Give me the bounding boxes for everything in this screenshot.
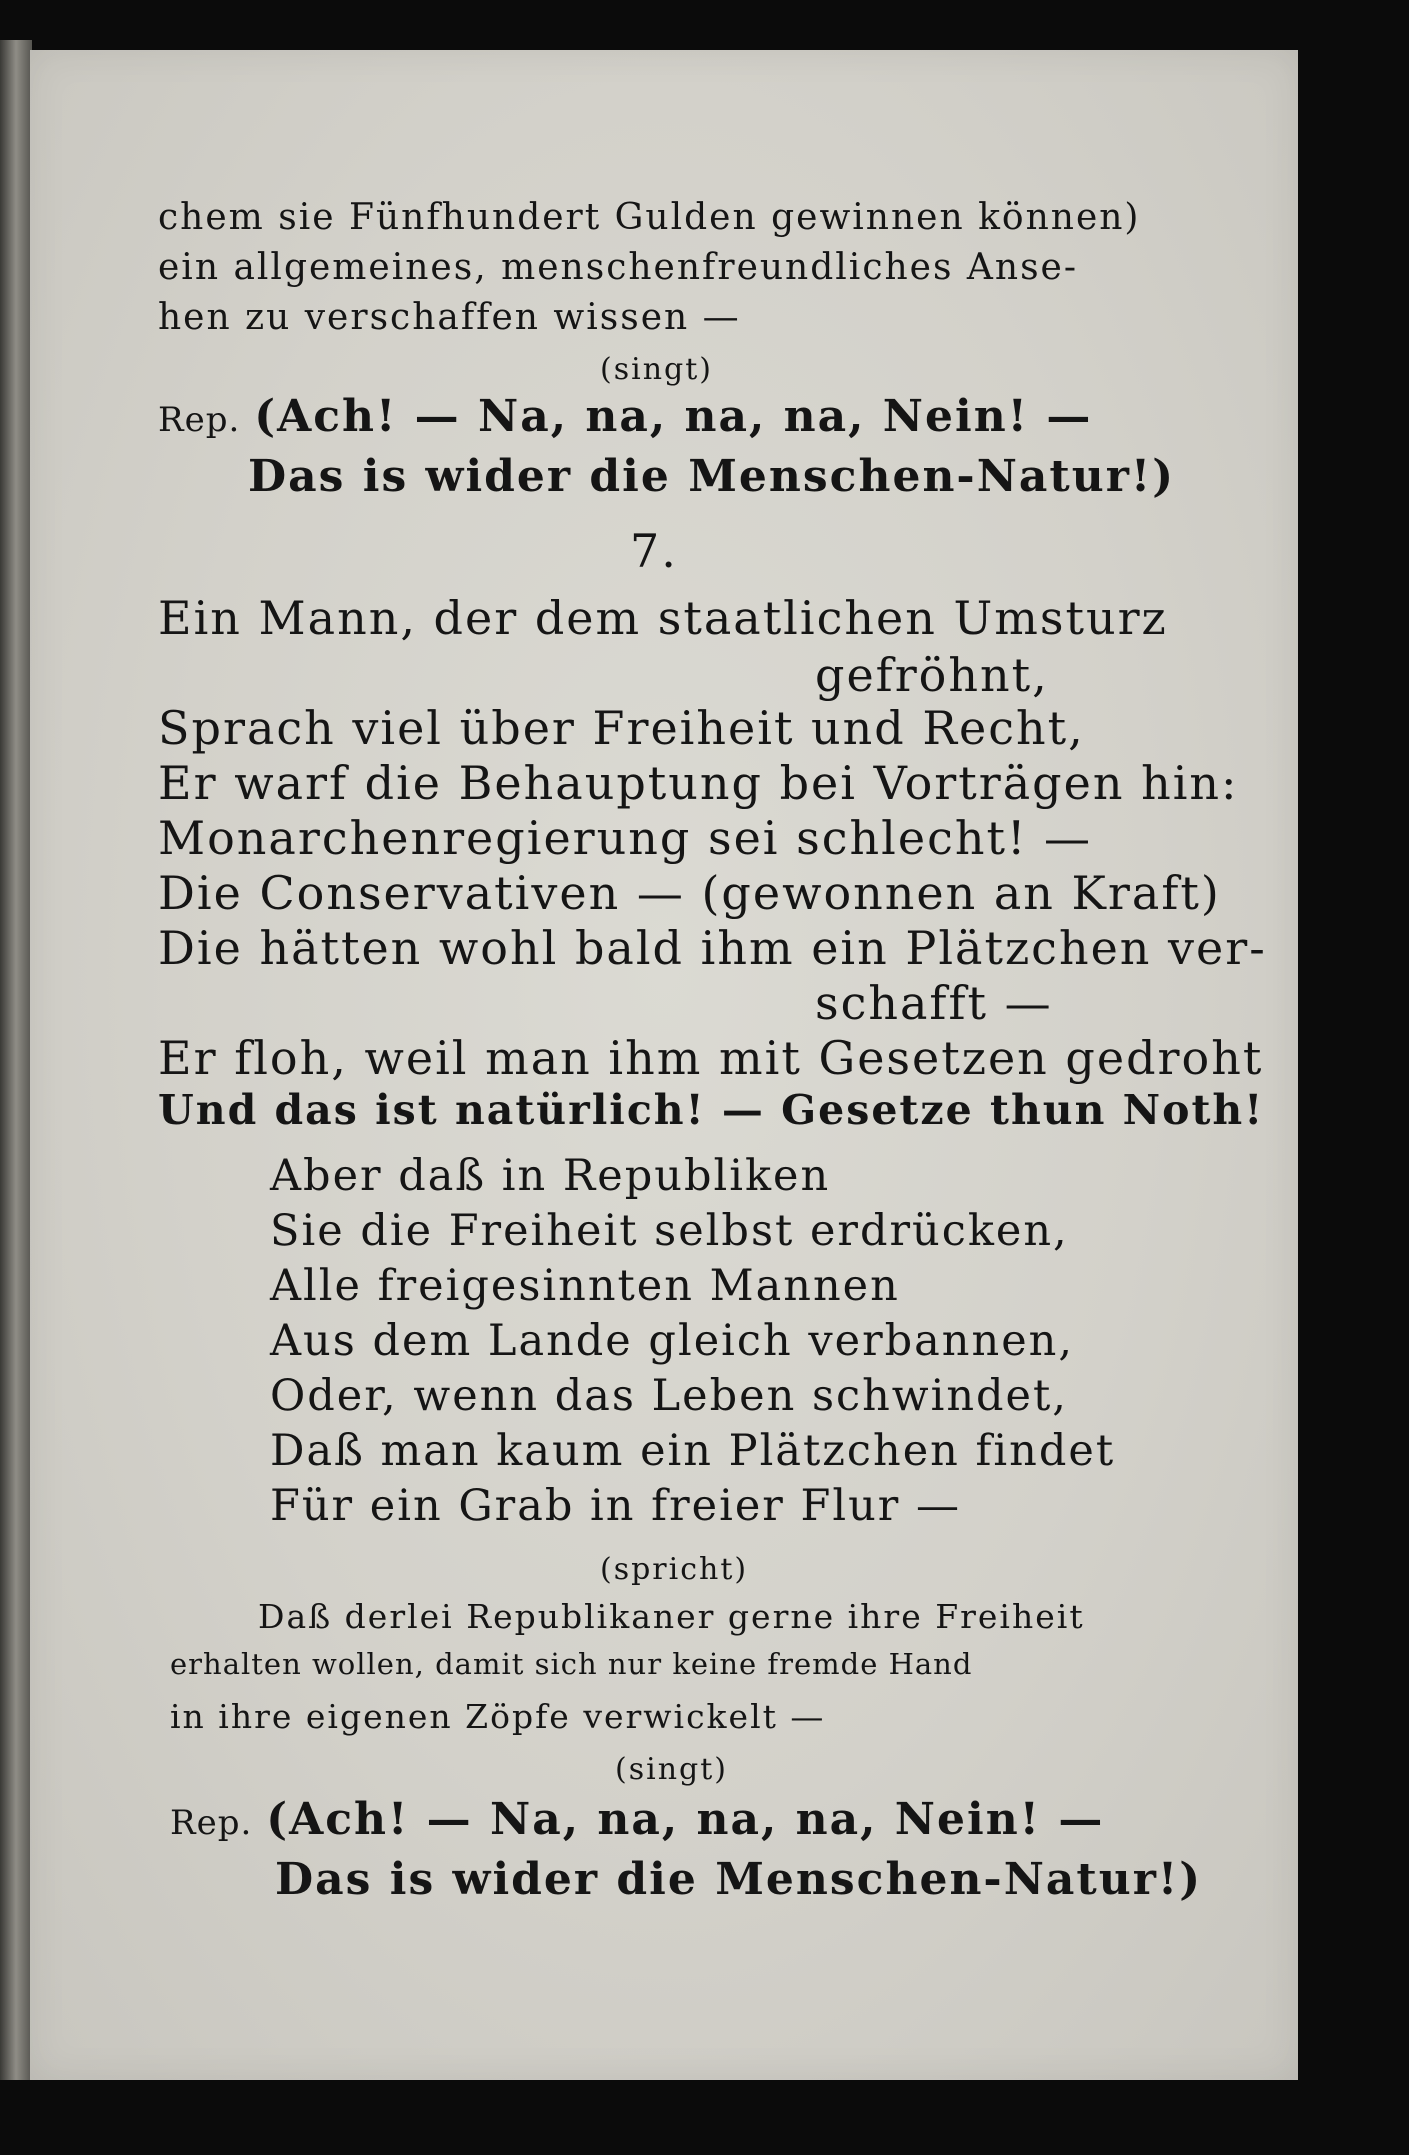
spoken-line-2: erhalten wollen, damit sich nur keine fremde Hand [170, 1647, 973, 1681]
verse-line-4: Monarchenregierung sei schlecht! — [158, 811, 1093, 865]
refrain2-line-1 [170, 1794, 1105, 1845]
verse-line-7: Er floh, weil man ihm mit Gesetzen gedroht [158, 1031, 1264, 1085]
refrain-line-1 [158, 391, 1093, 442]
verse-line-8: Und das ist natürlich! — Gesetze thun Noth! [158, 1086, 1265, 1134]
verse-indented-line-5: Oder, wenn das Leben schwindet, [270, 1371, 1068, 1421]
stage-direction-singt-2: (singt) [615, 1752, 728, 1787]
verse-line-6-cont: schafft — [815, 976, 1053, 1030]
verse-line-5: Die Conservativen — (gewonnen an Kraft) [158, 866, 1221, 920]
prose-line-1: chem sie Fünfhundert Gulden gewinnen können) [158, 197, 1141, 238]
verse-indented-line-1: Aber daß in Republiken [270, 1151, 831, 1201]
verse-indented-line-6: Daß man kaum ein Plätzchen findet [270, 1426, 1116, 1476]
stage-direction-singt: (singt) [600, 352, 713, 387]
book-page [30, 50, 1298, 2080]
refrain2-line-2: Das is wider die Menschen-Natur!) [275, 1854, 1203, 1905]
verse-indented-line-7: Für ein Grab in freier Flur — [270, 1481, 962, 1531]
prose-line-3: hen zu verschaffen wissen — [158, 297, 741, 338]
verse-indented-line-2: Sie die Freiheit selbst erdrücken, [270, 1206, 1069, 1256]
refrain-line-2: Das is wider die Menschen-Natur!) [248, 451, 1176, 502]
verse-indented-line-4: Aus dem Lande gleich verbannen, [270, 1316, 1075, 1366]
refrain2-text: (Ach! — Na, na, na, na, Nein! — [266, 1794, 1105, 1845]
prose-line-2: ein allgemeines, menschenfreundliches Anse- [158, 247, 1079, 288]
refrain-text: (Ach! — Na, na, na, na, Nein! — [254, 391, 1093, 442]
speaker-label: Rep. [158, 400, 241, 440]
spoken-line-1: Daß derlei Republikaner gerne ihre Freiheit [258, 1597, 1085, 1636]
stage-direction-spricht: (spricht) [600, 1552, 749, 1587]
stanza-number: 7. [630, 524, 678, 578]
verse-line-3: Er warf die Behauptung bei Vorträgen hin: [158, 756, 1239, 810]
verse-line-2: Sprach viel über Freiheit und Recht, [158, 701, 1085, 755]
verse-line-6: Die hätten wohl bald ihm ein Plätzchen ver- [158, 921, 1267, 975]
previous-page-edge [0, 40, 32, 2080]
verse-line-1: Ein Mann, der dem staatlichen Umsturz [158, 591, 1168, 645]
verse-line-1-cont: gefröhnt, [815, 648, 1049, 702]
speaker-label-2: Rep. [170, 1803, 253, 1843]
spoken-line-3: in ihre eigenen Zöpfe verwickelt — [170, 1697, 826, 1736]
verse-indented-line-3: Alle freigesinnten Mannen [270, 1261, 900, 1311]
